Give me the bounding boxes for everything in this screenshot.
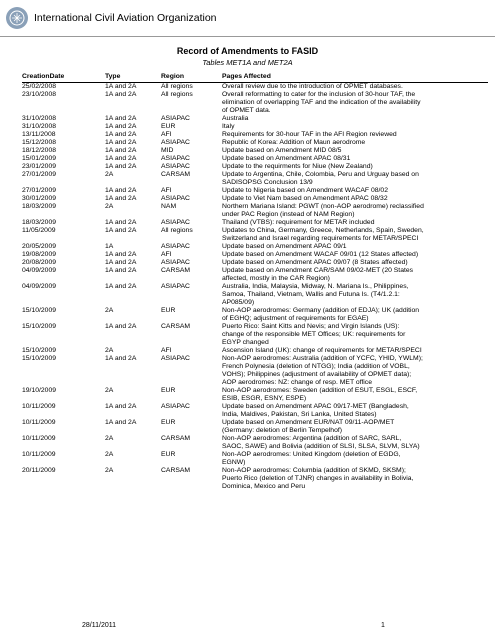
cell-creation-date: 13/11/2008 [22, 131, 56, 138]
cell-creation-date: 27/01/2009 [22, 171, 57, 178]
pages-affected-line: change of the responsible MET Offices; UK: requirements for [222, 331, 406, 338]
cell-creation-date: 25/02/2008 [22, 83, 57, 90]
pages-affected-line: EGNW) [222, 459, 246, 466]
cell-creation-date: 31/10/2008 [22, 123, 57, 130]
table-row [22, 195, 488, 203]
pages-affected-line: AOP aerodromes: NZ: change of resp. MET office [222, 379, 372, 386]
cell-pages-affected [222, 243, 488, 251]
table-row [22, 435, 488, 451]
cell-type: 2A [105, 467, 114, 474]
cell-type: 1A and 2A [105, 83, 137, 90]
pages-affected-line: Update to Nigeria based on Amendment WACAF 08/02 [222, 187, 388, 194]
cell-pages-affected [222, 195, 488, 203]
table-row [22, 267, 488, 283]
pages-affected-line: (Germany: deletion of Berlin Tempelhof) [222, 427, 343, 434]
pages-affected-line: elimination of overlapping TAF and the indication of the availability [222, 99, 421, 106]
pages-affected-line: Samoa, Thailand, Vietnam, Wallis and Futuna Is. (T4/1.2.1: [222, 291, 400, 298]
table-row [22, 123, 488, 131]
cell-pages-affected [222, 355, 488, 387]
cell-creation-date: 23/10/2008 [22, 91, 57, 98]
cell-type: 1A and 2A [105, 403, 137, 410]
cell-creation-date: 23/01/2009 [22, 163, 57, 170]
pages-affected-line: Update based on Amendment MID 08/5 [222, 147, 342, 154]
table-row [22, 163, 488, 171]
cell-type: 1A and 2A [105, 323, 137, 330]
cell-region: EUR [161, 387, 176, 394]
cell-region: CARSAM [161, 323, 191, 330]
icao-emblem-icon [6, 7, 28, 29]
cell-type: 1A and 2A [105, 419, 137, 426]
cell-region: AFI [161, 251, 172, 258]
cell-type: 2A [105, 171, 114, 178]
cell-region: ASIAPAC [161, 219, 190, 226]
cell-creation-date: 19/10/2009 [22, 387, 57, 394]
pages-affected-line: Non-AOP aerodromes: United Kingdom (deletion of EGDG, [222, 451, 401, 458]
pages-affected-line: French Polynesia (deletion of NTGG); India (addition of VOBL, [222, 363, 410, 370]
cell-creation-date: 20/08/2009 [22, 259, 57, 266]
pages-affected-line: Update to Argentina, Chile, Colombia, Peru and Urguay based on [222, 171, 419, 178]
pages-affected-line: Non-AOP aerodromes: Columbia (addition of SKMD, SKSM); [222, 467, 406, 474]
cell-pages-affected [222, 131, 488, 139]
table-row [22, 467, 488, 491]
document-subtitle: Tables MET1A and MET2A [202, 58, 293, 67]
organization-name: International Civil Aviation Organization [34, 12, 217, 24]
cell-creation-date: 15/10/2009 [22, 355, 57, 362]
table-row [22, 419, 488, 435]
table-row [22, 307, 488, 323]
cell-pages-affected [222, 91, 488, 115]
pages-affected-line: Requirements for 30-hour TAF in the AFI Region reviewed [222, 131, 397, 138]
page-header [0, 0, 495, 37]
cell-region: AFI [161, 131, 172, 138]
pages-affected-line: Australia [222, 115, 249, 122]
cell-type: 2A [105, 451, 114, 458]
cell-pages-affected [222, 435, 488, 451]
cell-type: 2A [105, 347, 114, 354]
cell-creation-date: 20/11/2009 [22, 467, 56, 474]
pages-affected-line: Update to the requirments for Niue (New Zealand) [222, 163, 373, 170]
cell-pages-affected [222, 251, 488, 259]
pages-affected-line: Australia, India, Malaysia, Midway, N. Mariana Is., Philippines, [222, 283, 409, 290]
cell-type: 1A and 2A [105, 155, 137, 162]
cell-pages-affected [222, 171, 488, 187]
cell-creation-date: 15/01/2009 [22, 155, 57, 162]
table-body [22, 83, 488, 491]
cell-type: 2A [105, 203, 114, 210]
pages-affected-line: Update based on Amendment APAC 09/1 [222, 243, 347, 250]
cell-creation-date: 30/01/2009 [22, 195, 57, 202]
cell-creation-date: 15/12/2008 [22, 139, 57, 146]
pages-affected-line: Update based on Amendment APAC 09/17-MET (Bangladesh, [222, 403, 409, 410]
cell-pages-affected [222, 419, 488, 435]
cell-region: EUR [161, 419, 176, 426]
cell-region: EUR [161, 307, 176, 314]
pages-affected-line: Non-AOP aerodromes: Argentina (addition of SARC, SARL, [222, 435, 402, 442]
footer-date: 28/11/2011 [82, 622, 116, 629]
cell-creation-date: 15/10/2009 [22, 307, 57, 314]
cell-region: All regions [161, 83, 193, 90]
pages-affected-line: Non-AOP aerodromes: Sweden (addition of ESUT, ESGL, ESCF, [222, 387, 418, 394]
cell-region: ASIAPAC [161, 403, 190, 410]
cell-pages-affected [222, 403, 488, 419]
cell-type: 1A and 2A [105, 355, 137, 362]
cell-creation-date: 11/05/2009 [22, 227, 56, 234]
cell-pages-affected [222, 347, 488, 355]
cell-pages-affected [222, 155, 488, 163]
pages-affected-line: Italy [222, 123, 235, 130]
cell-creation-date: 04/09/2009 [22, 283, 57, 290]
cell-region: ASIAPAC [161, 163, 190, 170]
cell-pages-affected [222, 203, 488, 219]
cell-region: ASIAPAC [161, 243, 190, 250]
pages-affected-line: Updates to China, Germany, Greece, Netherlands, Spain, Sweden, [222, 227, 424, 234]
cell-region: ASIAPAC [161, 195, 190, 202]
table-row [22, 451, 488, 467]
cell-type: 1A and 2A [105, 251, 137, 258]
pages-affected-line: Update to Viet Nam based on Amendment APAC 08/32 [222, 195, 388, 202]
table-row [22, 91, 488, 115]
cell-pages-affected [222, 323, 488, 347]
pages-affected-line: Update based on Amendment APAC 08/31 [222, 155, 351, 162]
cell-type: 1A and 2A [105, 163, 137, 170]
table-row [22, 171, 488, 187]
cell-pages-affected [222, 283, 488, 307]
table-row [22, 139, 488, 147]
cell-creation-date: 18/03/2009 [22, 219, 57, 226]
cell-type: 1A and 2A [105, 227, 137, 234]
cell-creation-date: 04/09/2009 [22, 267, 57, 274]
cell-region: ASIAPAC [161, 139, 190, 146]
footer-page-number: 1 [381, 622, 385, 629]
cell-pages-affected [222, 115, 488, 123]
table-row [22, 187, 488, 195]
pages-affected-line: Non-AOP aerodromes: Australia (addition of YCFC, YHID, YWLM); [222, 355, 423, 362]
cell-type: 1A and 2A [105, 259, 137, 266]
table-row [22, 203, 488, 219]
pages-affected-line: ESIB, ESGR, ESNY, ESPE) [222, 395, 307, 402]
pages-affected-line: under PAC Region (instead of NAM Region) [222, 211, 355, 218]
cell-type: 1A [105, 243, 114, 250]
table-row [22, 347, 488, 355]
cell-pages-affected [222, 123, 488, 131]
pages-affected-line: of OPMET data. [222, 107, 271, 114]
column-header-pages-affected: Pages Affected [222, 73, 271, 80]
pages-affected-line: of EGHQ; adjustment of requirements for EGAE) [222, 315, 369, 322]
cell-region: AFI [161, 347, 172, 354]
table-row [22, 131, 488, 139]
cell-pages-affected [222, 219, 488, 227]
pages-affected-line: Non-AOP aerodromes: Germany (addition of EDJA); UK (addition [222, 307, 420, 314]
cell-pages-affected [222, 451, 488, 467]
pages-affected-line: Puerto Rico (deletion of TJNR) changes in availability in Bolivia, [222, 475, 414, 482]
pages-affected-line: Update based on Amendment APAC 09/07 (8 States affected) [222, 259, 408, 266]
cell-creation-date: 20/05/2009 [22, 243, 57, 250]
pages-affected-line: Dominica, Mexico and Peru [222, 483, 306, 490]
cell-type: 1A and 2A [105, 91, 137, 98]
cell-region: CARSAM [161, 467, 191, 474]
cell-creation-date: 10/11/2009 [22, 419, 56, 426]
table-row [22, 387, 488, 403]
cell-pages-affected [222, 147, 488, 155]
cell-creation-date: 10/11/2009 [22, 451, 56, 458]
cell-pages-affected [222, 83, 488, 91]
column-header-creation-date: CreationDate [22, 73, 65, 80]
cell-pages-affected [222, 267, 488, 283]
cell-pages-affected [222, 163, 488, 171]
cell-creation-date: 27/01/2009 [22, 187, 57, 194]
cell-region: ASIAPAC [161, 283, 190, 290]
table-row [22, 251, 488, 259]
document-title: Record of Amendments to FASID [176, 46, 319, 56]
table-row [22, 219, 488, 227]
cell-type: 2A [105, 387, 114, 394]
table-row [22, 259, 488, 267]
cell-region: All regions [161, 91, 193, 98]
pages-affected-line: Update based on Amendment WACAF 09/01 (12 States affected) [222, 251, 419, 258]
cell-creation-date: 31/10/2008 [22, 115, 57, 122]
column-header-region: Region [161, 73, 185, 80]
cell-region: CARSAM [161, 435, 191, 442]
cell-region: ASIAPAC [161, 355, 190, 362]
pages-affected-line: Update based on Amendment CAR/SAM 09/02-MET (20 States [222, 267, 414, 274]
table-row [22, 155, 488, 163]
pages-affected-line: Update based on Amendment EUR/NAT 09/11-AOP/MET [222, 419, 395, 426]
cell-creation-date: 15/10/2009 [22, 347, 57, 354]
table-row [22, 323, 488, 347]
cell-region: EUR [161, 451, 176, 458]
cell-type: 1A and 2A [105, 283, 137, 290]
cell-pages-affected [222, 387, 488, 403]
pages-affected-line: AP085/09) [222, 299, 255, 306]
cell-type: 2A [105, 435, 114, 442]
cell-region: All regions [161, 227, 193, 234]
pages-affected-line: Republic of Korea: Addition of Maun aerodrome [222, 139, 366, 146]
pages-affected-line: Puerto Rico: Saint Kitts and Nevis; and Virgin Islands (US): [222, 323, 400, 330]
amendments-table [22, 69, 488, 491]
cell-type: 1A and 2A [105, 131, 137, 138]
cell-creation-date: 18/03/2009 [22, 203, 57, 210]
pages-affected-line: Overall reformatting to cater for the inclusion of 30-hour TAF, the [222, 91, 416, 98]
cell-region: EUR [161, 123, 176, 130]
table-row [22, 227, 488, 243]
cell-creation-date: 10/11/2009 [22, 435, 56, 442]
pages-affected-line: Thailand (VTBS): requirement for METAR included [222, 219, 375, 226]
cell-region: NAM [161, 203, 177, 210]
table-row [22, 147, 488, 155]
table-row [22, 283, 488, 307]
pages-affected-line: Ascension Island (UK): change of requirements for METAR/SPECI [222, 347, 422, 354]
table-row [22, 83, 488, 91]
cell-pages-affected [222, 227, 488, 243]
table-row [22, 115, 488, 123]
table-row [22, 403, 488, 419]
cell-pages-affected [222, 139, 488, 147]
cell-type: 2A [105, 307, 114, 314]
cell-type: 1A and 2A [105, 123, 137, 130]
table-row [22, 243, 488, 251]
cell-pages-affected [222, 307, 488, 323]
pages-affected-line: affected, mostly in the CAR Region) [222, 275, 330, 282]
cell-type: 1A and 2A [105, 139, 137, 146]
pages-affected-line: Northern Mariana Island: PGWT (non-AOP aerodrome) reclassified [222, 203, 424, 210]
pages-affected-line: Switzerland and Israel regarding requirements for METAR/SPECI [222, 235, 419, 242]
cell-pages-affected [222, 467, 488, 491]
cell-region: ASIAPAC [161, 115, 190, 122]
cell-creation-date: 18/12/2008 [22, 147, 57, 154]
pages-affected-line: India, Maldives, Pakistan, Sri Lanka, United States) [222, 411, 377, 418]
cell-creation-date: 15/10/2009 [22, 323, 57, 330]
cell-type: 1A and 2A [105, 267, 137, 274]
cell-type: 1A and 2A [105, 115, 137, 122]
cell-type: 1A and 2A [105, 187, 137, 194]
cell-type: 1A and 2A [105, 195, 137, 202]
cell-region: ASIAPAC [161, 259, 190, 266]
pages-affected-line: SAOC, SAWE) and Bolivia (addition of SLSI, SLSA, SLVM, SLYA) [222, 443, 420, 450]
pages-affected-line: EGYP changed [222, 339, 269, 346]
pages-affected-line: Overall review due to the introduction of OPMET databases. [222, 83, 403, 90]
cell-type: 1A and 2A [105, 219, 137, 226]
cell-type: 1A and 2A [105, 147, 137, 154]
cell-creation-date: 19/08/2009 [22, 251, 57, 258]
table-row [22, 355, 488, 387]
cell-pages-affected [222, 259, 488, 267]
column-header-type: Type [105, 73, 121, 80]
cell-creation-date: 10/11/2009 [22, 403, 56, 410]
cell-pages-affected [222, 187, 488, 195]
cell-region: CARSAM [161, 267, 191, 274]
table-header [22, 69, 488, 83]
pages-affected-line: SADISOPSG Conclusion 13/9 [222, 179, 313, 186]
cell-region: MID [161, 147, 174, 154]
pages-affected-line: VOHS); Philippines (adjustment of availability of OPMET data); [222, 371, 412, 378]
cell-region: CARSAM [161, 171, 191, 178]
cell-region: AFI [161, 187, 172, 194]
cell-region: ASIAPAC [161, 155, 190, 162]
